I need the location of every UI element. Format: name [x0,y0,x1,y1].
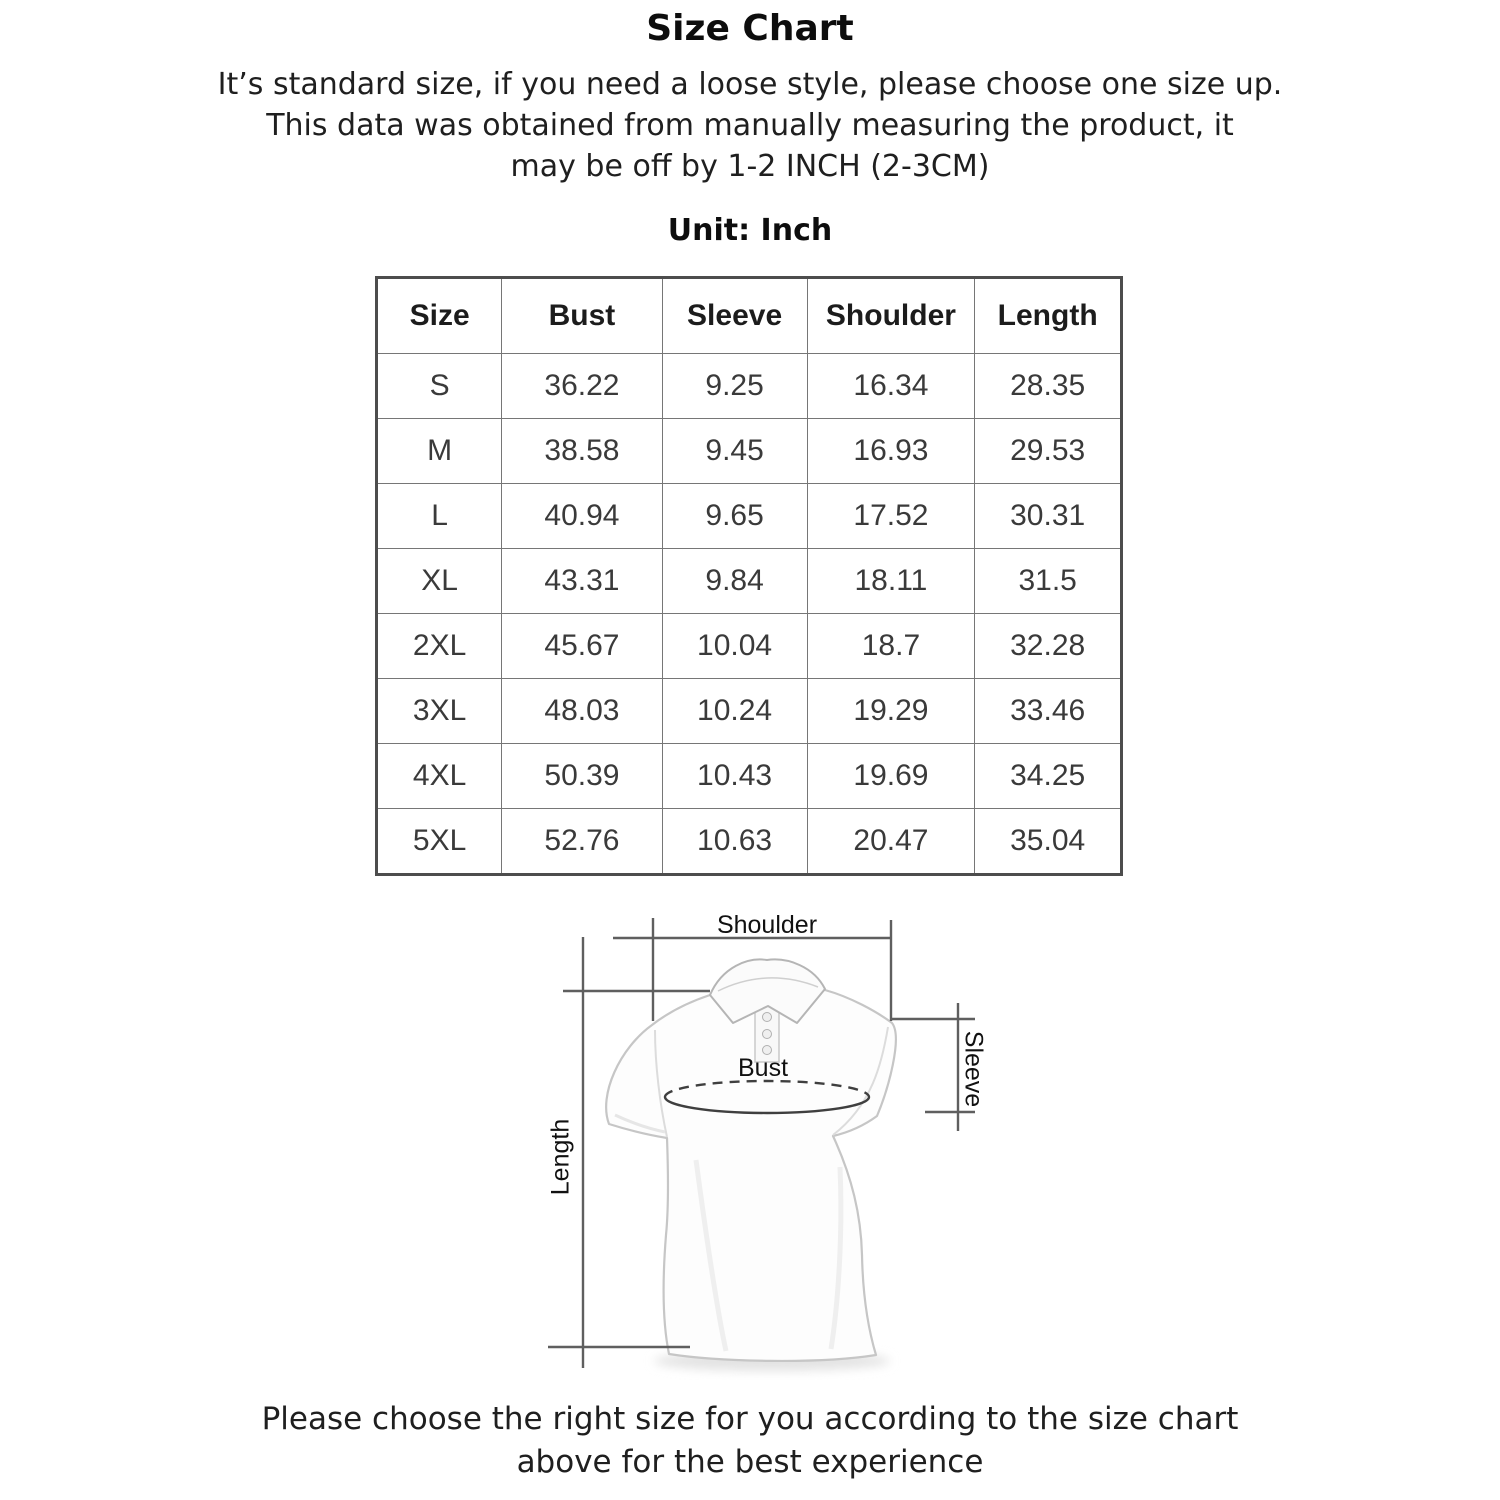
size-label-cell: XL [377,549,502,614]
footer-line-2: above for the best experience [516,1444,984,1480]
header-shoulder: Shoulder [807,278,975,354]
length-cell: 30.31 [975,484,1122,549]
table-row [377,419,1122,484]
shoulder-cell: 16.34 [807,354,975,419]
size-label-cell: 5XL [377,809,502,875]
unit-label: Unit: Inch [667,213,833,248]
shirt-body [606,989,896,1361]
table-row [377,809,1122,875]
size-label-cell: S [377,354,502,419]
length-cell: 29.53 [975,419,1122,484]
length-cell: 34.25 [975,744,1122,809]
size-table [375,276,1123,876]
size-label-cell: M [377,419,502,484]
header-size: Size [377,278,502,354]
bust-cell: 52.76 [502,809,662,875]
size-label-cell: 4XL [377,744,502,809]
shoulder-cell: 19.69 [807,744,975,809]
polo-shirt-illustration [606,959,896,1360]
bust-cell: 43.31 [502,549,662,614]
size-label-cell: 3XL [377,679,502,744]
footer-line-1: Please choose the right size for you according to the size chart [261,1401,1239,1437]
page-title: Size Chart [646,8,854,49]
table-row [377,354,1122,419]
bust-cell: 36.22 [502,354,662,419]
length-cell: 33.46 [975,679,1122,744]
bust-cell: 48.03 [502,679,662,744]
sleeve-cell: 9.84 [662,549,807,614]
bust-measure-label: Bust [737,1054,789,1082]
shoulder-cell: 18.11 [807,549,975,614]
button [763,1013,772,1022]
bust-cell: 45.67 [502,614,662,679]
size-table-container [375,276,1123,876]
header-bust: Bust [502,278,662,354]
table-row [377,744,1122,809]
shoulder-cell: 19.29 [807,679,975,744]
length-cell: 28.35 [975,354,1122,419]
sleeve-cell: 9.25 [662,354,807,419]
shoulder-cell: 16.93 [807,419,975,484]
size-table-header-row [377,278,1122,354]
size-label-cell: L [377,484,502,549]
size-description [0,64,1500,187]
sleeve-cell: 10.24 [662,679,807,744]
footer-note [0,1398,1500,1484]
sleeve-cell: 9.65 [662,484,807,549]
sleeve-cell: 10.04 [662,614,807,679]
table-row [377,679,1122,744]
shoulder-measure-label: Shoulder [716,911,818,939]
length-cell: 31.5 [975,549,1122,614]
length-cell: 35.04 [975,809,1122,875]
length-measure-label: Length [546,1118,575,1196]
description-line-1: It’s standard size, if you need a loose style, please choose one size up. [217,67,1283,102]
shoulder-cell: 20.47 [807,809,975,875]
description-line-2: This data was obtained from manually measuring the product, it [266,108,1234,143]
sleeve-cell: 10.63 [662,809,807,875]
sleeve-measure-label: Sleeve [959,1030,988,1108]
shirt-measurement-diagram [520,905,1020,1380]
shoulder-cell: 17.52 [807,484,975,549]
shoulder-cell: 18.7 [807,614,975,679]
table-row [377,549,1122,614]
table-row [377,484,1122,549]
bust-cell: 38.58 [502,419,662,484]
bust-cell: 40.94 [502,484,662,549]
sleeve-cell: 9.45 [662,419,807,484]
table-row [377,614,1122,679]
header-length: Length [975,278,1122,354]
description-line-3: may be off by 1-2 INCH (2-3CM) [510,149,990,184]
bust-cell: 50.39 [502,744,662,809]
sleeve-cell: 10.43 [662,744,807,809]
size-label-cell: 2XL [377,614,502,679]
length-cell: 32.28 [975,614,1122,679]
header-sleeve: Sleeve [662,278,807,354]
button [763,1030,772,1039]
